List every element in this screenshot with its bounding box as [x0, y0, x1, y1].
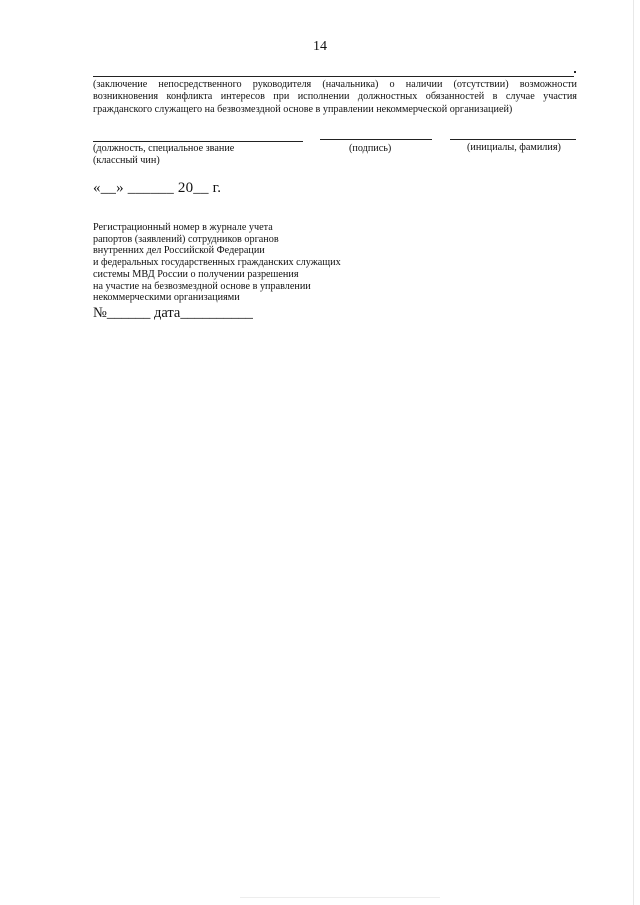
name-label: (инициалы, фамилия) [467, 142, 561, 153]
registration-line: системы МВД России о получении разрешения [93, 268, 299, 280]
scan-edge-right [633, 0, 634, 905]
name-rule [450, 139, 576, 140]
signature-rule [320, 139, 432, 140]
conclusion-rule [93, 76, 574, 77]
conclusion-caption: (заключение непосредственного руководителя (начальника) о наличии (отсутствии) возможности возникновения конфликта интересов при исполнении должностных обязанностей в случае участия гражданского служащего на безвозмездной основе в управлении некоммерческой организацией) [93, 79, 577, 115]
registration-line: рапортов (заявлений) сотрудников органов [93, 233, 279, 245]
scan-edge-bottom [240, 897, 440, 898]
registration-line: Регистрационный номер в журнале учета [93, 222, 273, 233]
position-label: (должность, специальное звание [93, 143, 235, 154]
registration-block [93, 222, 393, 304]
registration-line: внутренних дел Российской Федерации [93, 245, 265, 257]
registration-line: на участие на безвозмездной основе в управлении [93, 280, 311, 292]
page-number: 14 [313, 39, 327, 54]
rule-dot [574, 71, 576, 73]
date-line: «__» ______ 20__ г. [93, 180, 222, 196]
position-rule [93, 141, 303, 142]
number-date-line: №______ дата__________ [93, 305, 253, 321]
registration-line: и федеральных государственных гражданских служащих [93, 257, 341, 269]
rank-label: (классный чин) [93, 155, 160, 166]
registration-line: некоммерческими организациями [93, 292, 240, 304]
signature-label: (подпись) [349, 143, 392, 154]
